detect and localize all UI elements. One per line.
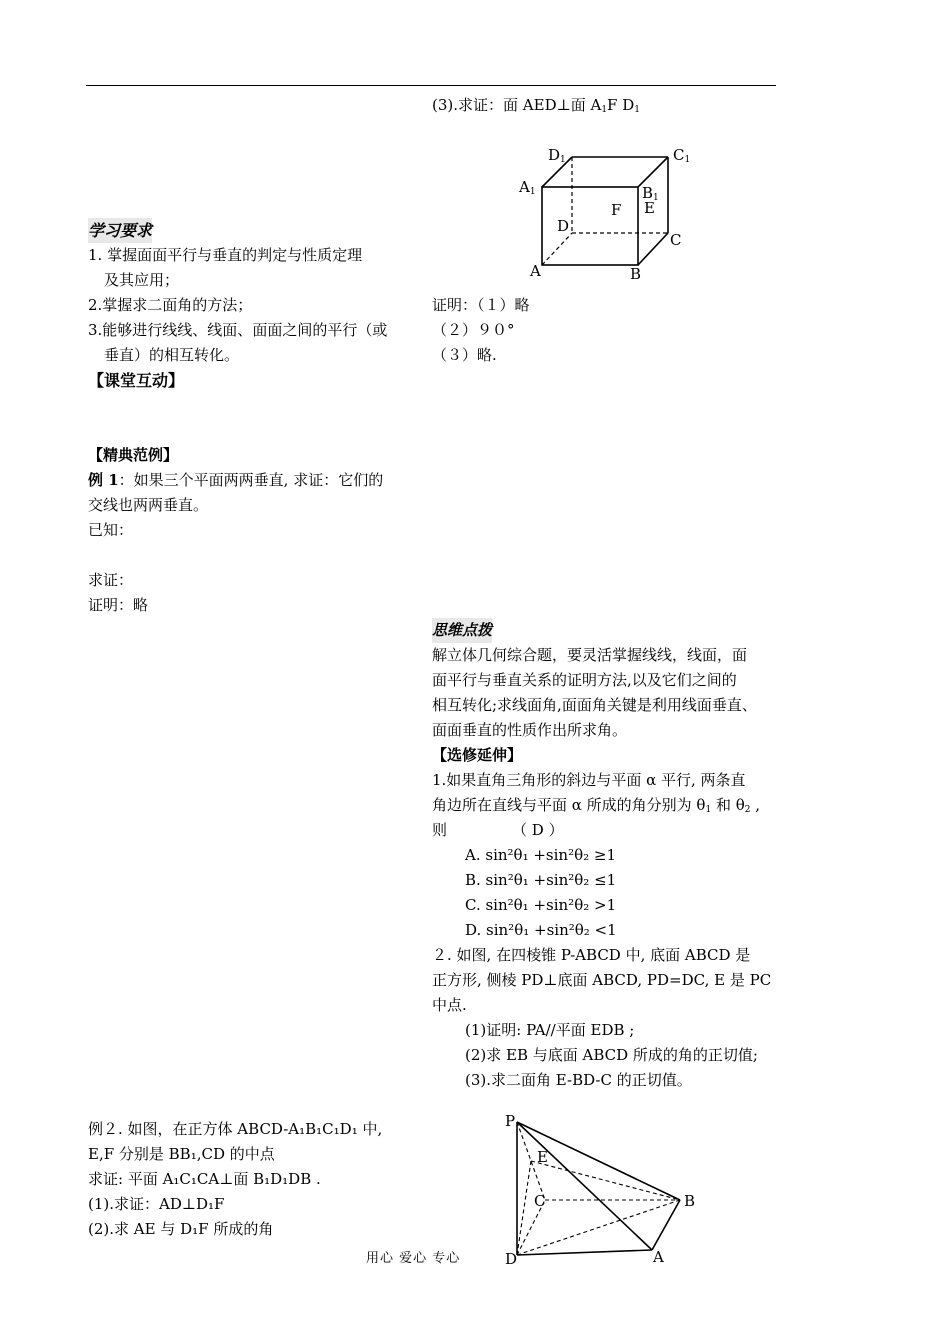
question-1-line-1: 1.如果直角三角形的斜边与平面 α 平行, 两条直 xyxy=(432,771,746,789)
example-1-known: 已知： xyxy=(88,521,134,539)
example-2-line-5: (2).求 AE 与 D₁F 所成的角 xyxy=(88,1220,274,1238)
pyr-label-C: C xyxy=(534,1192,546,1210)
question-2-line-1: ２. 如图, 在四棱锥 P-ABCD 中, 底面 ABCD 是 xyxy=(432,946,751,964)
question-1-line-2: 角边所在直线与平面 α 所成的角分别为 $\theta_1$ 和 $\theta_2$ , xyxy=(432,796,761,815)
requirement-2: 2.掌握求二面角的方法； xyxy=(88,296,253,314)
pyr-label-E: E xyxy=(537,1148,548,1166)
option-b: B. sin²θ₁ +sin²θ₂ ≤1 xyxy=(465,871,617,889)
cube-proof-1: 证明：（１）略 xyxy=(432,296,530,314)
requirement-3-cont: 垂直）的相互转化。 xyxy=(104,346,240,364)
pyr-label-B: B xyxy=(684,1192,696,1210)
label-D: D xyxy=(557,217,570,235)
problem-3-statement: (3).求证：面 AED⊥面 $A_1F$ $D_1$ xyxy=(432,96,640,115)
thinking-line-4: 面面垂直的性质作出所求角。 xyxy=(432,721,628,739)
example-1-line-1: 例 1：如果三个平面两两垂直, 求证：它们的 xyxy=(88,471,384,489)
thinking-line-3: 相互转化;求线面角,面面角关键是利用线面垂直、 xyxy=(432,696,757,714)
label-F: F xyxy=(611,201,622,219)
question-2-part-3: (3).求二面角 E-BD-C 的正切值。 xyxy=(465,1071,692,1089)
thinking-tips-title: 思维点拨 xyxy=(432,618,492,643)
option-d: D. sin²θ₁ +sin²θ₂ <1 xyxy=(465,921,617,939)
cube-proof-3: （３）略. xyxy=(432,346,497,364)
example-1-prove: 求证： xyxy=(88,571,134,589)
requirement-1: 1. 掌握面面平行与垂直的判定与性质定理 xyxy=(88,246,363,264)
page-footer: 用心 爱心 专心 xyxy=(366,1251,461,1266)
elective-extension-title: 【选修延伸】 xyxy=(432,746,523,764)
pyr-label-D: D xyxy=(505,1250,518,1268)
example-2-line-4: (1).求证：AD⊥D₁F xyxy=(88,1195,225,1213)
example-2-line-3: 求证: 平面 A₁C₁CA⊥面 B₁D₁DB . xyxy=(88,1170,321,1188)
label-C1: C1 xyxy=(673,146,691,165)
requirement-3: 3.能够进行线线、线面、面面之间的平行（或 xyxy=(88,321,388,339)
label-D1: D1 xyxy=(548,146,566,165)
question-2-line-2: 正方形, 侧棱 PD⊥底面 ABCD, PD=DC, E 是 PC xyxy=(432,971,772,989)
option-a: A. sin²θ₁ +sin²θ₂ ≥1 xyxy=(465,846,617,864)
example-2-line-2: E,F 分别是 BB₁,CD 的中点 xyxy=(88,1145,275,1163)
label-A1: A1 xyxy=(519,178,536,197)
requirement-1-cont: 及其应用； xyxy=(104,271,180,289)
question-1-answer: （ D ） xyxy=(512,821,564,839)
learning-requirements-title: 学习要求 xyxy=(88,218,152,243)
label-C: C xyxy=(670,231,682,249)
thinking-line-1: 解立体几何综合题，要灵活掌握线线，线面，面 xyxy=(432,646,748,664)
label-A: A xyxy=(530,262,541,280)
label-E: E xyxy=(644,199,655,217)
example-1-line-2: 交线也两两垂直。 xyxy=(88,496,209,514)
pyr-label-A: A xyxy=(653,1248,664,1266)
example-2-line-1: 例２. 如图，在正方体 ABCD-A₁B₁C₁D₁ 中, xyxy=(88,1120,383,1138)
question-2-part-2: (2)求 EB 与底面 ABCD 所成的角的正切值; xyxy=(465,1046,758,1064)
label-B1: B1 xyxy=(642,184,659,203)
pyr-label-P: P xyxy=(505,1112,516,1130)
question-1-line-3: 则 xyxy=(432,821,448,839)
example-1-proof: 证明：略 xyxy=(88,596,149,614)
classic-examples-title: 【精典范例】 xyxy=(88,446,179,464)
option-c: C. sin²θ₁ +sin²θ₂ >1 xyxy=(465,896,617,914)
thinking-line-2: 面平行与垂直关系的证明方法,以及它们之间的 xyxy=(432,671,737,689)
question-2-part-1: (1)证明: PA//平面 EDB ; xyxy=(465,1021,635,1039)
cube-proof-2: （２）９０° xyxy=(432,321,515,339)
question-2-line-3: 中点. xyxy=(432,996,467,1014)
label-B: B xyxy=(630,265,642,283)
classroom-interaction-title: 【课堂互动】 xyxy=(88,371,185,390)
